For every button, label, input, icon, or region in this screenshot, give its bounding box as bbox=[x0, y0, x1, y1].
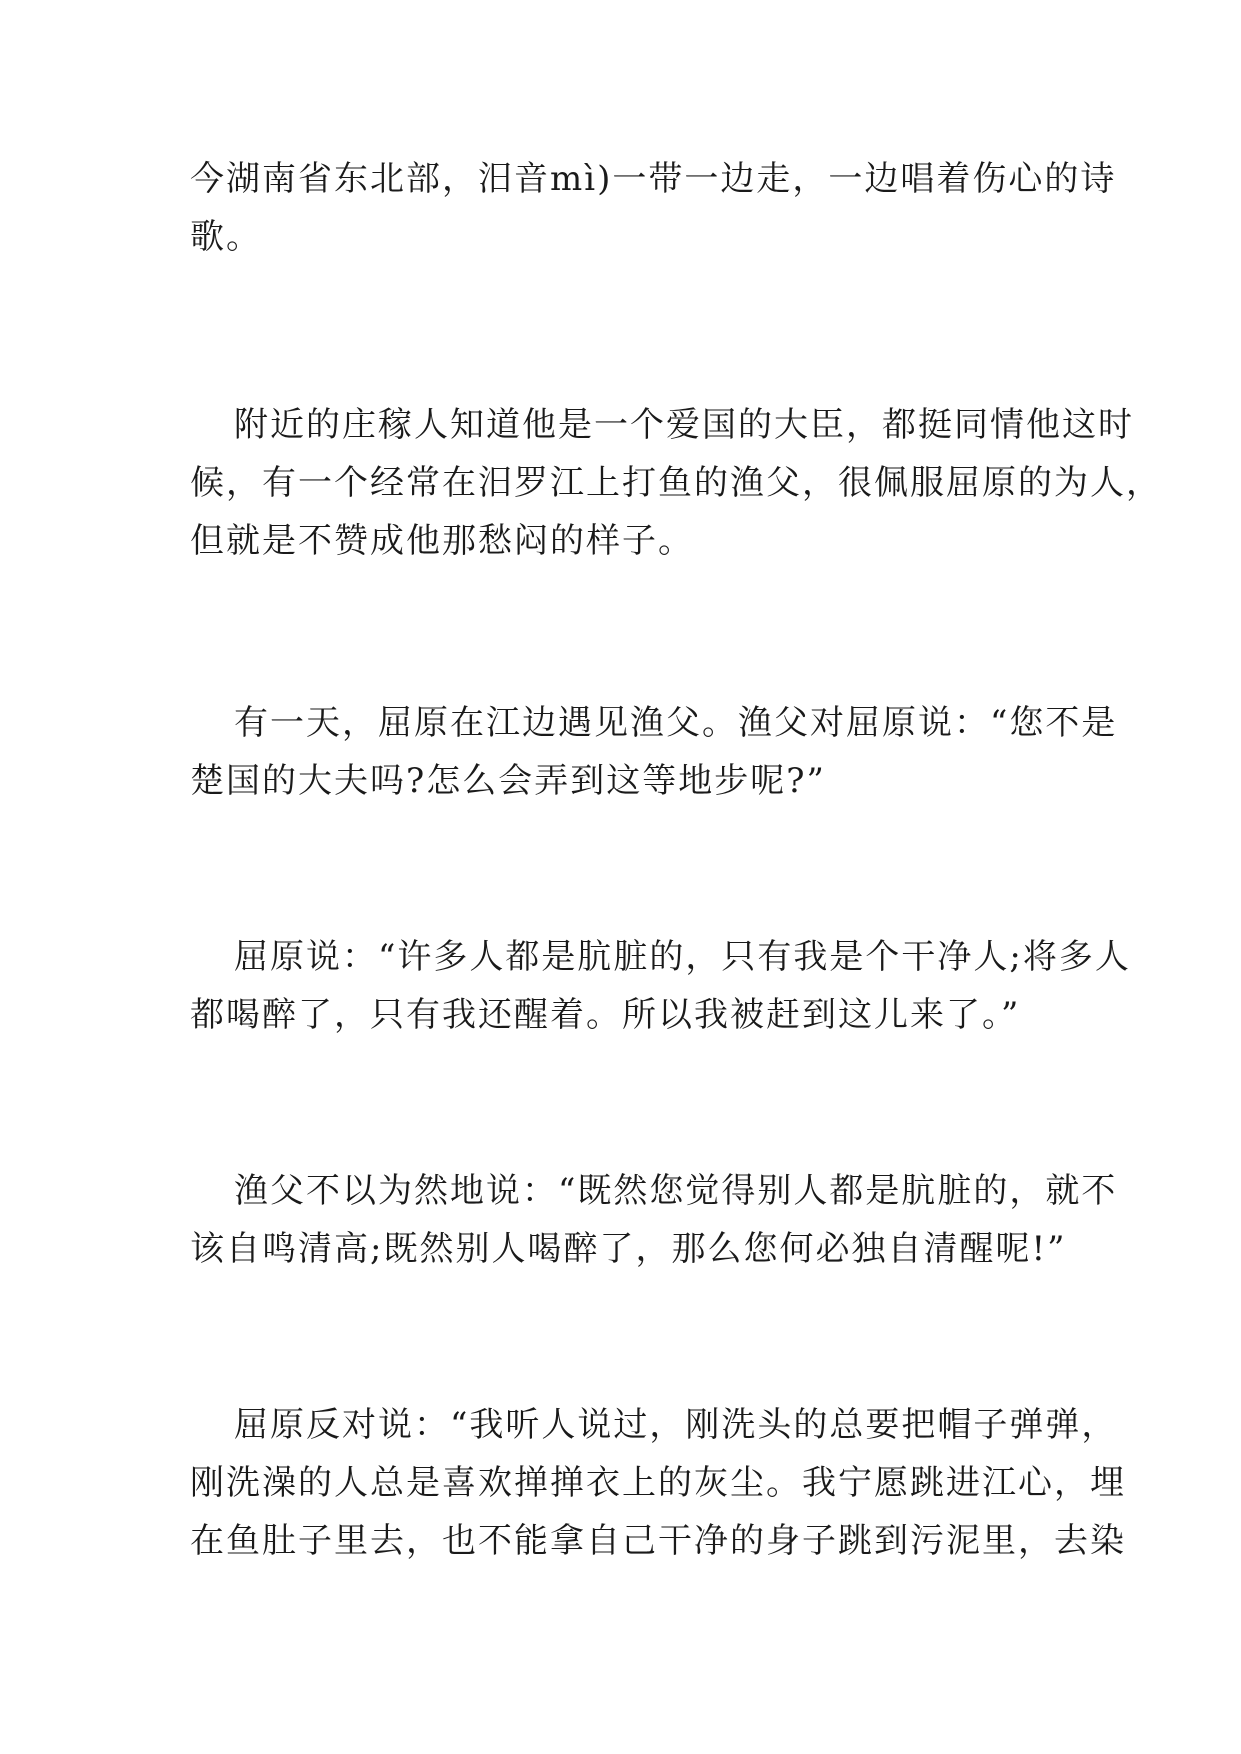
paragraph-2 bbox=[190, 396, 1162, 570]
paragraph-line: 刚洗澡的人总是喜欢掸掸衣上的灰尘。我宁愿跳进江心，埋 bbox=[190, 1463, 1126, 1503]
paragraph-line: 附近的庄稼人知道他是一个爱国的大臣，都挺同情他这时 bbox=[234, 405, 1134, 445]
paragraph-line: 屈原反对说：“我听人说过，刚洗头的总要把帽子弹弹， bbox=[234, 1405, 1118, 1445]
paragraph-4 bbox=[190, 928, 1131, 1044]
paragraph-line: 都喝醉了，只有我还醒着。所以我被赶到这儿来了。” bbox=[190, 995, 1021, 1035]
paragraph-1 bbox=[190, 150, 1117, 266]
paragraph-line: 楚国的大夫吗?怎么会弄到这等地步呢?” bbox=[190, 761, 826, 801]
paragraph-5 bbox=[190, 1162, 1118, 1278]
paragraph-6 bbox=[190, 1396, 1126, 1570]
paragraph-line: 渔父不以为然地说：“既然您觉得别人都是肮脏的，就不 bbox=[234, 1171, 1118, 1211]
paragraph-line: 歌。 bbox=[190, 217, 262, 257]
paragraph-line: 屈原说：“许多人都是肮脏的，只有我是个干净人;将多人 bbox=[234, 937, 1131, 977]
paragraph-line: 但就是不赞成他那愁闷的样子。 bbox=[190, 521, 694, 561]
paragraph-line: 今湖南省东北部，汨音mì)一带一边走，一边唱着伤心的诗 bbox=[190, 159, 1117, 199]
paragraph-line: 候，有一个经常在汨罗江上打鱼的渔父，很佩服屈原的为人， bbox=[190, 463, 1162, 503]
paragraph-3 bbox=[190, 694, 1118, 810]
paragraph-line: 有一天，屈原在江边遇见渔父。渔父对屈原说：“您不是 bbox=[234, 703, 1118, 743]
paragraph-line: 在鱼肚子里去，也不能拿自己干净的身子跳到污泥里，去染 bbox=[190, 1521, 1126, 1561]
paragraph-line: 该自鸣清高;既然别人喝醉了，那么您何必独自清醒呢!” bbox=[190, 1229, 1067, 1269]
